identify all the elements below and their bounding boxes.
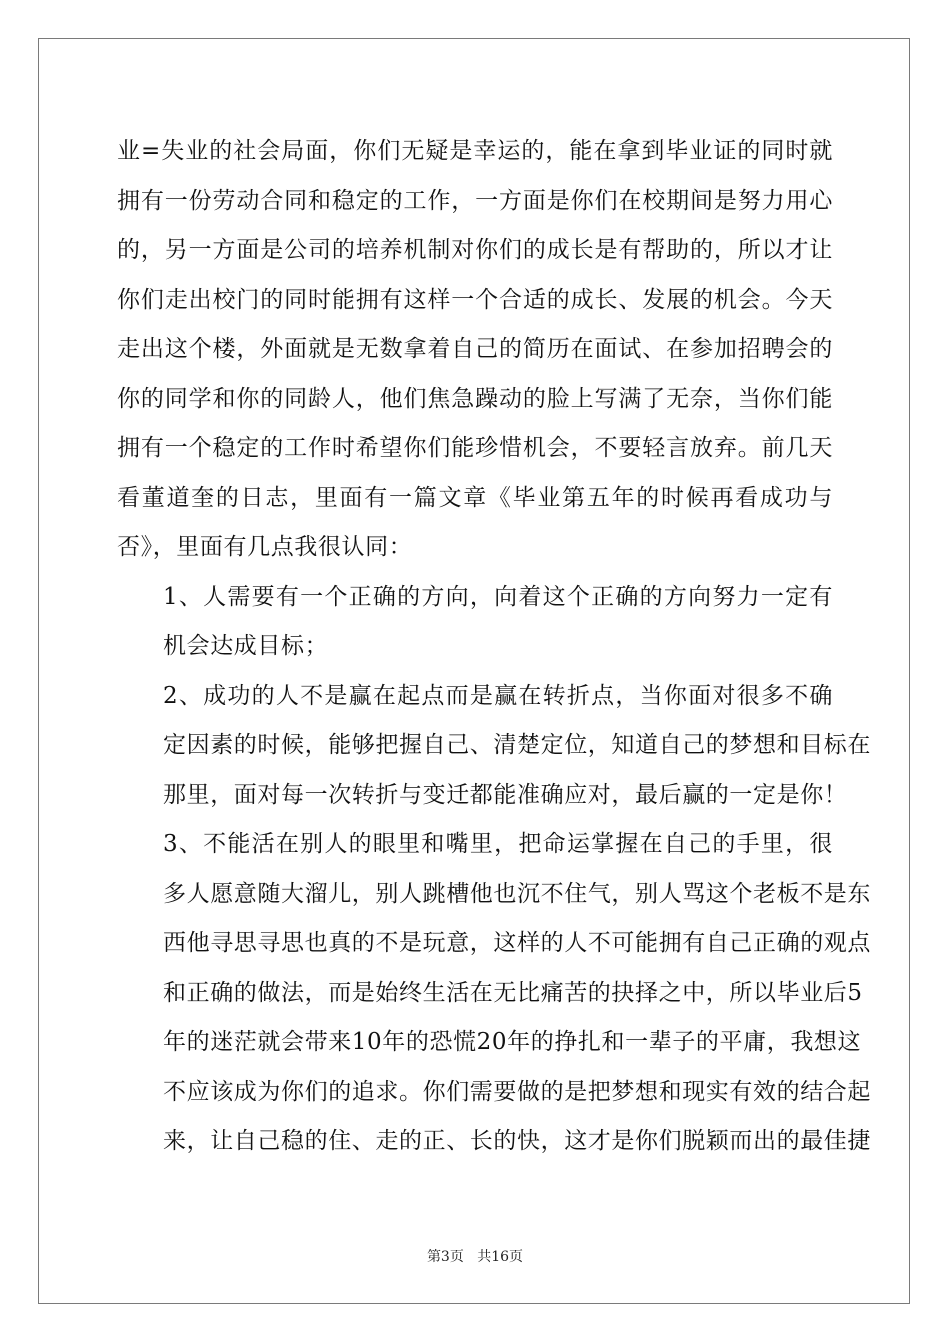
text-line: 定因素的时候，能够把握自己、清楚定位，知道自己的梦想和目标在 <box>163 732 871 758</box>
paragraph <box>117 672 871 821</box>
text-line: 3、不能活在别人的眼里和嘴里，把命运掌握在自己的手里，很 <box>163 831 833 857</box>
text-line: 不应该成为你们的追求。你们需要做的是把梦想和现实有效的结合起 <box>163 1078 871 1105</box>
page-footer <box>0 1246 950 1266</box>
document-body <box>117 127 871 1167</box>
text-line: 多人愿意随大溜儿，别人跳槽他也沉不住气，别人骂这个老板不是东 <box>163 880 871 907</box>
text-line: 来，让自己稳的住、走的正、长的快，这才是你们脱颖而出的最佳捷 <box>163 1128 871 1154</box>
text-line: 走出这个楼，外面就是无数拿着自己的简历在面试、在参加招聘会的 <box>117 336 833 362</box>
text-line: 你的同学和你的同龄人，他们焦急躁动的脸上写满了无奈，当你们能 <box>117 385 833 412</box>
text-line: 拥有一份劳动合同和稳定的工作，一方面是你们在校期间是努力用心 <box>117 187 833 214</box>
text-line: 西他寻思寻思也真的不是玩意，这样的人不可能拥有自己正确的观点 <box>163 930 871 956</box>
paragraph <box>117 127 833 573</box>
text-line: 机会达成目标； <box>163 633 329 659</box>
text-line: 1、人需要有一个正确的方向，向着这个正确的方向努力一定有 <box>163 583 833 610</box>
text-line: 2、成功的人不是赢在起点而是赢在转折点，当你面对很多不确 <box>163 682 833 709</box>
text-line: 业=失业的社会局面，你们无疑是幸运的，能在拿到毕业证的同时就 <box>117 138 833 164</box>
text-line: 年的迷茫就会带来10年的恐慌20年的挣扎和一辈子的平庸，我想这 <box>163 1029 862 1055</box>
text-line: 那里，面对每一次转折与变迁都能准确应对，最后赢的一定是你！ <box>163 781 848 808</box>
text-line: 的，另一方面是公司的培养机制对你们的成长是有帮助的，所以才让 <box>117 237 833 263</box>
paragraph <box>117 573 833 672</box>
text-line: 你们走出校门的同时能拥有这样一个合适的成长、发展的机会。今天 <box>117 286 833 313</box>
text-line: 拥有一个稳定的工作时希望你们能珍惜机会，不要轻言放弃。前几天 <box>117 435 833 461</box>
total-pages-label: 共16页 <box>477 1249 524 1265</box>
text-line: 看董道奎的日志，里面有一篇文章《毕业第五年的时候再看成功与 <box>117 484 833 511</box>
text-line: 否》，里面有几点我很认同： <box>117 534 413 560</box>
text-line: 和正确的做法，而是始终生活在无比痛苦的抉择之中，所以毕业后5 <box>163 979 863 1006</box>
paragraph <box>117 820 871 1167</box>
current-page-label: 第3页 <box>426 1249 464 1265</box>
